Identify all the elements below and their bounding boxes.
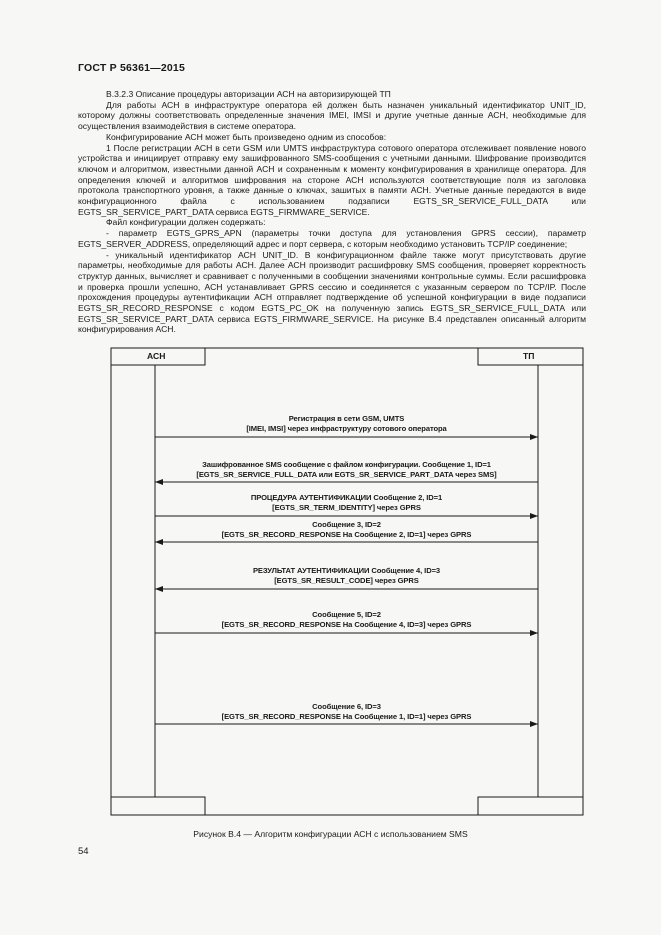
message-detail: [EGTS_SR_RESULT_CODE] через GPRS	[274, 575, 419, 585]
message-title: Сообщение 3, ID=2	[312, 520, 381, 529]
paragraph: Файл конфигурации должен содержать:	[106, 217, 266, 228]
paragraph: - параметр EGTS_GPRS_APN (параметры точки доступа для установления GPRS сессии), параметр EGTS_SERVER_ADDRESS, определяющий адрес и порт сервера, с которым необходимо установить TCP/IP соединение;	[78, 228, 586, 249]
message-title: Зашифрованное SMS сообщение с файлом конфигурации. Сообщение 1, ID=1	[202, 460, 491, 469]
message-label-6	[155, 610, 538, 629]
message-detail: [IMEI, IMSI] через инфраструктуру сотового оператора	[246, 423, 447, 433]
actor-label-right: ТП	[523, 351, 535, 361]
figure-caption: Рисунок В.4 — Алгоритм конфигурации АСН с использованием SMS	[193, 829, 468, 839]
paragraph: Для работы АСН в инфраструктуре оператора ей должен быть назначен уникальный идентификатор UNIT_ID, которому должны соответствовать определенные значения IMEI, IMSI и другие учетные данные АСН, необходимые для осуществления взаимодействия в системе оператора.	[78, 99, 586, 132]
message-title: Сообщение 6, ID=3	[312, 702, 381, 711]
paragraph: - уникальный идентификатор АСН UNIT_ID. В конфигурационном файле также могут присутствовать другие параметры, необходимые для работы АСН. Далее АСН производит расшифровку SMS сообщения, проверяет корректность структур данных, вычисляет и сравнивает с полученными в сообщении значениями контрольные суммы. Если расшифровка и проверка прошли успешно, АСН устанавливает GPRS сессию и соединяется с указанным сервером по TCP/IP. После прохождения процедуры аутентификации АСН отправляет подтверждение об успешной конфигурации в виде подзаписи EGTS_SR_RECORD_RESPONSE с кодом EGTS_PC_OK на полученную запись EGTS_SR_SERVICE_FULL_DATA или EGTS_SR_SERVICE_PART_DATA сервиса EGTS_FIRMWARE_SERVICE. На рисунке В.4 представлен описанный алгоритм конфигурирования АСН.	[78, 249, 586, 335]
message-title: Сообщение 5, ID=2	[312, 610, 381, 619]
message-detail: [EGTS_SR_RECORD_RESPONSE На Сообщение 1, ID=1] через GPRS	[221, 711, 472, 721]
paragraph: 1 После регистрации АСН в сети GSM или UMTS инфраструктура сотового оператора отслеживает появление нового устройства и инициирует отправку ему зашифрованного SMS-сообщения с учетными данными. Шифрование производится ключом и алгоритмом, известными данной АСН и сохраненным к моменту конфигурирования в хранилище оператора. Для определения ключей и алгоритмов шифрования на стороне АСН используются соответствующие поля из заголовка протокола транспортного уровня, а также данные о ключах, зашитых в памяти АСН. Учетные данные передаются в виде конфигурационного файла с использованием подзаписи EGTS_SR_SERVICE_FULL_DATA или EGTS_SR_SERVICE_PART_DATA сервиса EGTS_FIRMWARE_SERVICE.	[78, 142, 586, 217]
section-heading: В.3.2.3 Описание процедуры авторизации АСН на авторизирующей ТП	[106, 89, 391, 99]
message-label-1	[155, 414, 538, 433]
message-detail: [EGTS_SR_RECORD_RESPONSE На Сообщение 2, ID=1] через GPRS	[221, 529, 472, 539]
message-label-7	[155, 702, 538, 721]
message-title: ПРОЦЕДУРА АУТЕНТИФИКАЦИИ Сообщение 2, ID=1	[250, 493, 443, 502]
actor-box-left-bottom	[111, 797, 205, 815]
message-detail: [EGTS_SR_RECORD_RESPONSE На Сообщение 4, ID=3] через GPRS	[221, 619, 472, 629]
message-detail: [EGTS_SR_TERM_IDENTITY] через GPRS	[272, 502, 421, 512]
message-title: РЕЗУЛЬТАТ АУТЕНТИФИКАЦИИ Сообщение 4, ID=3	[252, 566, 441, 575]
message-label-3	[155, 493, 538, 512]
message-label-5	[155, 566, 538, 585]
message-title: Регистрация в сети GSM, UMTS	[288, 414, 405, 423]
message-detail: [EGTS_SR_SERVICE_FULL_DATA или EGTS_SR_SERVICE_PART_DATA через SMS]	[196, 469, 497, 479]
document-header: ГОСТ Р 56361—2015	[78, 62, 186, 74]
message-label-2	[155, 460, 538, 479]
actor-label-left: АСН	[147, 351, 166, 361]
paragraph: Конфигурирование АСН может быть произведено одним из способов:	[106, 131, 387, 142]
page-number: 54	[78, 846, 89, 857]
actor-box-right-bottom	[478, 797, 583, 815]
message-label-4	[155, 520, 538, 539]
